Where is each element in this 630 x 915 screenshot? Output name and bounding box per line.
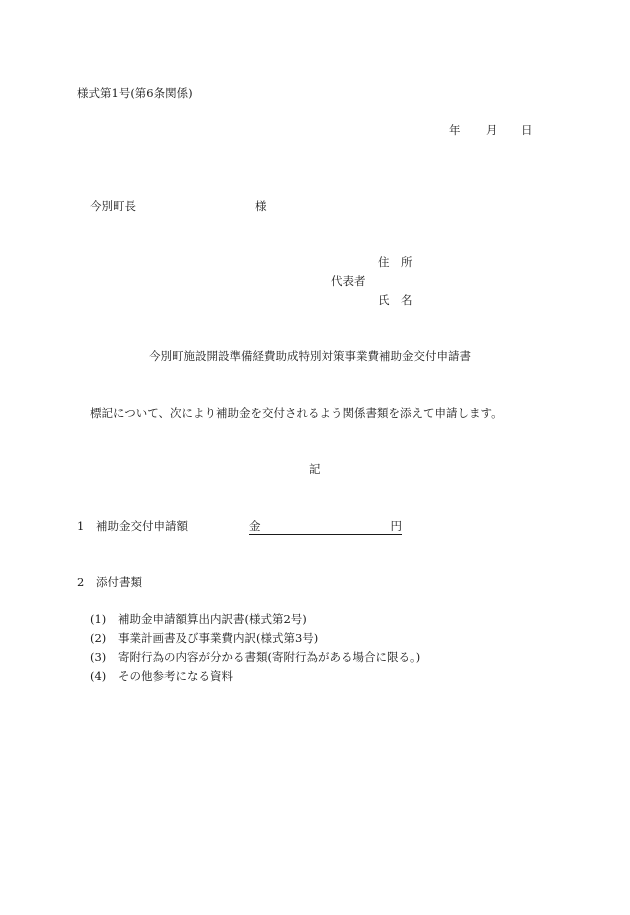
name-label: 氏 名	[378, 293, 413, 307]
attachment-4-text: その他参考になる資料	[118, 669, 233, 683]
address-label: 住 所	[378, 255, 413, 269]
attachment-1-text: 補助金申請額算出内訳書(様式第2号)	[118, 612, 307, 626]
amount-prefix: 金	[249, 519, 261, 533]
amount-suffix: 円	[390, 519, 402, 533]
addressee-honorific: 様	[255, 199, 267, 213]
attachment-2-number: (2)	[90, 631, 107, 645]
form-number: 様式第1号(第6条関係)	[77, 86, 193, 100]
item2-number: 2	[77, 575, 85, 589]
attachment-1-number: (1)	[90, 612, 107, 626]
item1-label: 補助金交付申請額	[96, 519, 188, 533]
attachment-3-number: (3)	[90, 650, 107, 664]
representative-label: 代表者	[331, 274, 366, 288]
ki-label: 記	[309, 462, 321, 476]
date-day: 日	[521, 123, 533, 137]
item1-number: 1	[77, 519, 85, 533]
amount-field	[249, 519, 402, 535]
item2-label: 添付書類	[96, 575, 142, 589]
date-month: 月	[486, 123, 498, 137]
date-year: 年	[449, 123, 461, 137]
body-text: 標記について、次により補助金を交付されるよう関係書類を添えて申請します。	[90, 406, 503, 420]
addressee-name: 今別町長	[90, 199, 136, 213]
attachment-2-text: 事業計画書及び事業費内訳(様式第3号)	[118, 631, 319, 645]
attachment-3-text: 寄附行為の内容が分かる書類(寄附行為がある場合に限る。)	[118, 650, 421, 664]
attachment-4-number: (4)	[90, 669, 107, 683]
document-title: 今別町施設開設準備経費助成特別対策事業費補助金交付申請書	[149, 349, 471, 363]
